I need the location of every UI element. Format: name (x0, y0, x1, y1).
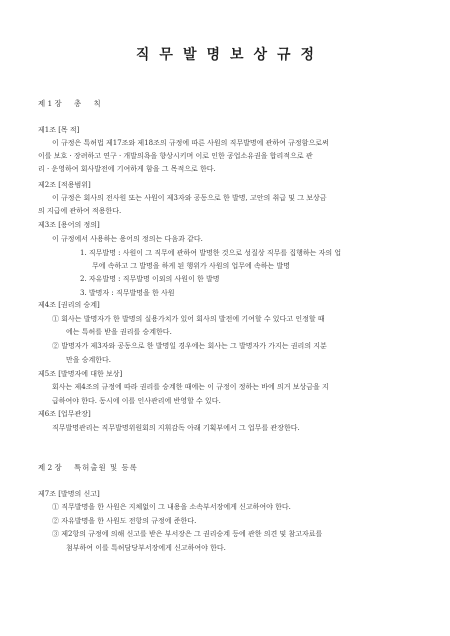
article-5-text-line-2: 급하여야 한다. 동시에 이를 인사관리에 반영할 수 있다. (52, 397, 221, 405)
chapter-1-title: 총 칙 (74, 99, 106, 108)
article-4-clause-1-line-1: ① 회사는 발명자가 한 발명의 실용가치가 있어 회사의 발전에 기여할 수 있다고 인정할 때 (52, 315, 325, 323)
article-3-heading: 제3조 [용어의 정의] (38, 221, 100, 229)
article-7-clause-3-line-2: 첨부하여 이를 특허담당부서장에게 신고하여야 한다. (66, 544, 226, 552)
article-3-item-2: 2. 자유발명 : 직무발명 이외의 사원이 한 발명 (80, 275, 220, 283)
chapter-1-heading (38, 98, 106, 109)
article-7-clause-2: ② 자유발명을 한 사원도 전항의 규정에 준한다. (52, 517, 197, 525)
article-7-heading: 제7조 [발명의 신고] (38, 490, 100, 498)
article-3-text-line-1: 이 규정에서 사용하는 용어의 정의는 다음과 같다. (52, 235, 203, 243)
article-4-clause-2-line-1: ② 발명자가 제3자와 공동으로 한 발명일 경우에는 회사는 그 발명자가 가지는 권리의 지분 (52, 342, 327, 350)
article-7-clause-1: ① 직무발명을 한 사원은 지체없이 그 내용을 소속부서장에게 신고하여야 한다. (52, 503, 291, 511)
article-2-text-line-1: 이 규정은 회사의 전사원 또는 사원이 제3자와 공동으로 한 발명, 고안의 취급 및 그 보상금 (52, 194, 327, 202)
article-1-text-line-2: 이를 보호 · 장려하고 연구 · 개발의욕을 향상시키며 이로 인한 공업소유권을 합리적으로 관 (38, 152, 313, 160)
article-3-item-3: 3. 발명자 : 직무발명을 한 사원 (80, 289, 175, 297)
article-4-heading: 제4조 [권리의 승계] (38, 301, 100, 309)
chapter-2-title: 특허출원 및 등록 (74, 463, 138, 472)
article-2-text-line-2: 의 지급에 관하여 적용한다. (38, 207, 122, 215)
article-7-clause-3-line-1: ③ 제2항의 규정에 의해 신고를 받은 부서장은 그 권리승계 등에 관한 의견 및 참고자료를 (52, 530, 323, 538)
article-1-heading: 제1조 [목 적] (38, 126, 80, 134)
article-5-heading: 제5조 [발명자에 대한 보상] (38, 370, 123, 378)
article-2-heading: 제2조 [적용범위] (38, 181, 91, 189)
article-1-text-line-1: 이 규정은 특허법 제17조와 제18조의 규정에 따른 사원의 직무발명에 관하여 규정함으로써 (52, 139, 329, 147)
article-1-text-line-3: 리 · 운영하여 회사발전에 기여하게 함을 그 목적으로 한다. (38, 165, 216, 173)
article-3-item-1-line-2: 무에 속하고 그 발명을 하게 된 행위가 사원의 업무에 속하는 발명 (92, 262, 291, 270)
article-5-text-line-1: 회사는 제4조의 규정에 따라 권리를 승계한 때에는 이 규정이 정하는 바에 의거 보상금을 지 (52, 383, 329, 391)
article-4-clause-2-line-2: 만을 승계한다. (66, 356, 112, 364)
chapter-2-number: 제 2 장 (38, 463, 62, 472)
article-6-heading: 제6조 [업무관장] (38, 410, 91, 418)
article-3-item-1-line-1: 1. 직무발명 : 사원이 그 직무에 관하여 발명한 것으로 성질상 직무를 집행하는 자의 업 (80, 249, 342, 257)
article-6-text-line-1: 직무발명관리는 직무발명위원회의 지휘감독 아래 기획부에서 그 업무를 관장한다. (52, 424, 300, 432)
chapter-1-number: 제 1 장 (38, 99, 62, 108)
article-4-clause-1-line-2: 에는 특허를 받을 권리를 승계한다. (66, 328, 172, 336)
chapter-2-heading (38, 462, 138, 473)
document-title: 직무발명보상규정 (135, 47, 325, 63)
